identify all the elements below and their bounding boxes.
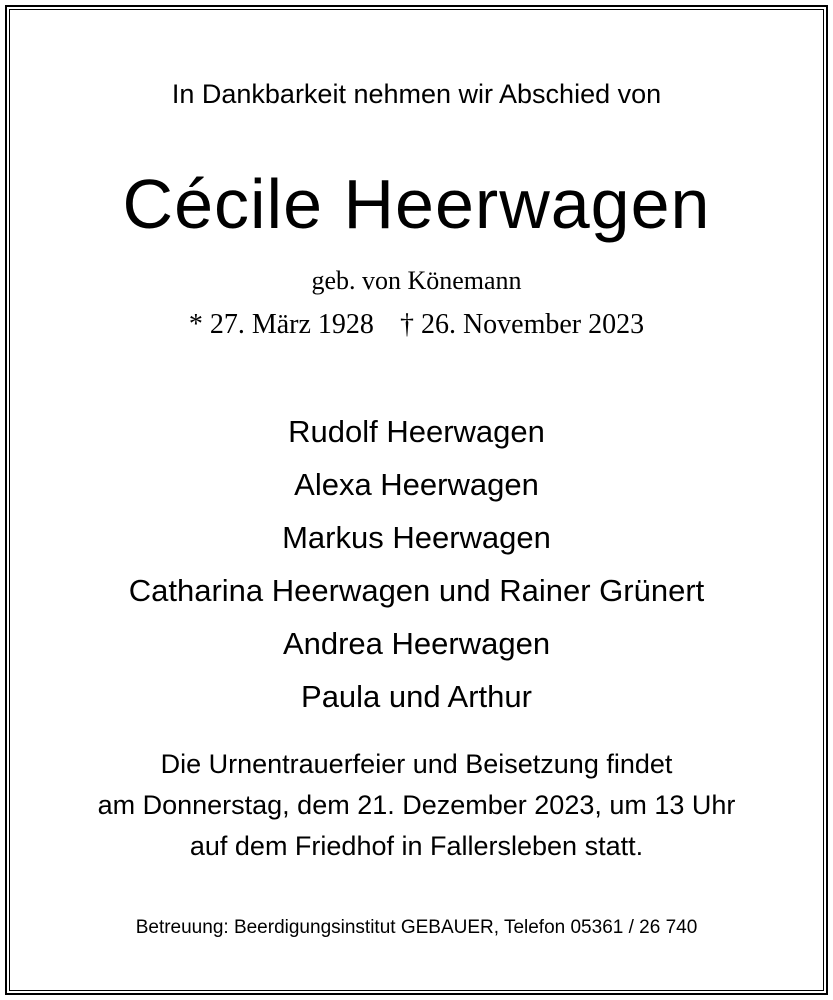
death-date: † 26. November 2023 [399, 309, 645, 340]
undertaker-info: Betreuung: Beerdigungsinstitut GEBAUER, Telefon 05361 / 26 740 [135, 917, 698, 938]
intro-text: In Dankbarkeit nehmen wir Abschied von [171, 79, 662, 109]
mourner: Paula und Arthur [301, 679, 532, 714]
deceased-name: Cécile Heerwagen [122, 165, 711, 243]
mourner: Markus Heerwagen [282, 520, 551, 555]
mourner: Catharina Heerwagen und Rainer Grünert [128, 573, 705, 608]
ceremony-line: auf dem Friedhof in Fallersleben statt. [189, 831, 644, 861]
maiden-name: geb. von Könemann [311, 266, 522, 295]
ceremony-line: am Donnerstag, dem 21. Dezember 2023, um 13 Uhr [97, 790, 736, 820]
mourner: Alexa Heerwagen [294, 467, 539, 502]
ceremony-line: Die Urnentrauerfeier und Beisetzung findet [160, 749, 673, 779]
ceremony-info [9, 744, 824, 867]
life-dates [9, 309, 824, 341]
mourners-list [9, 405, 824, 723]
mourner: Rudolf Heerwagen [288, 414, 545, 449]
obituary-notice [9, 9, 824, 991]
mourner: Andrea Heerwagen [282, 626, 551, 661]
birth-date: * 27. März 1928 [188, 309, 374, 340]
